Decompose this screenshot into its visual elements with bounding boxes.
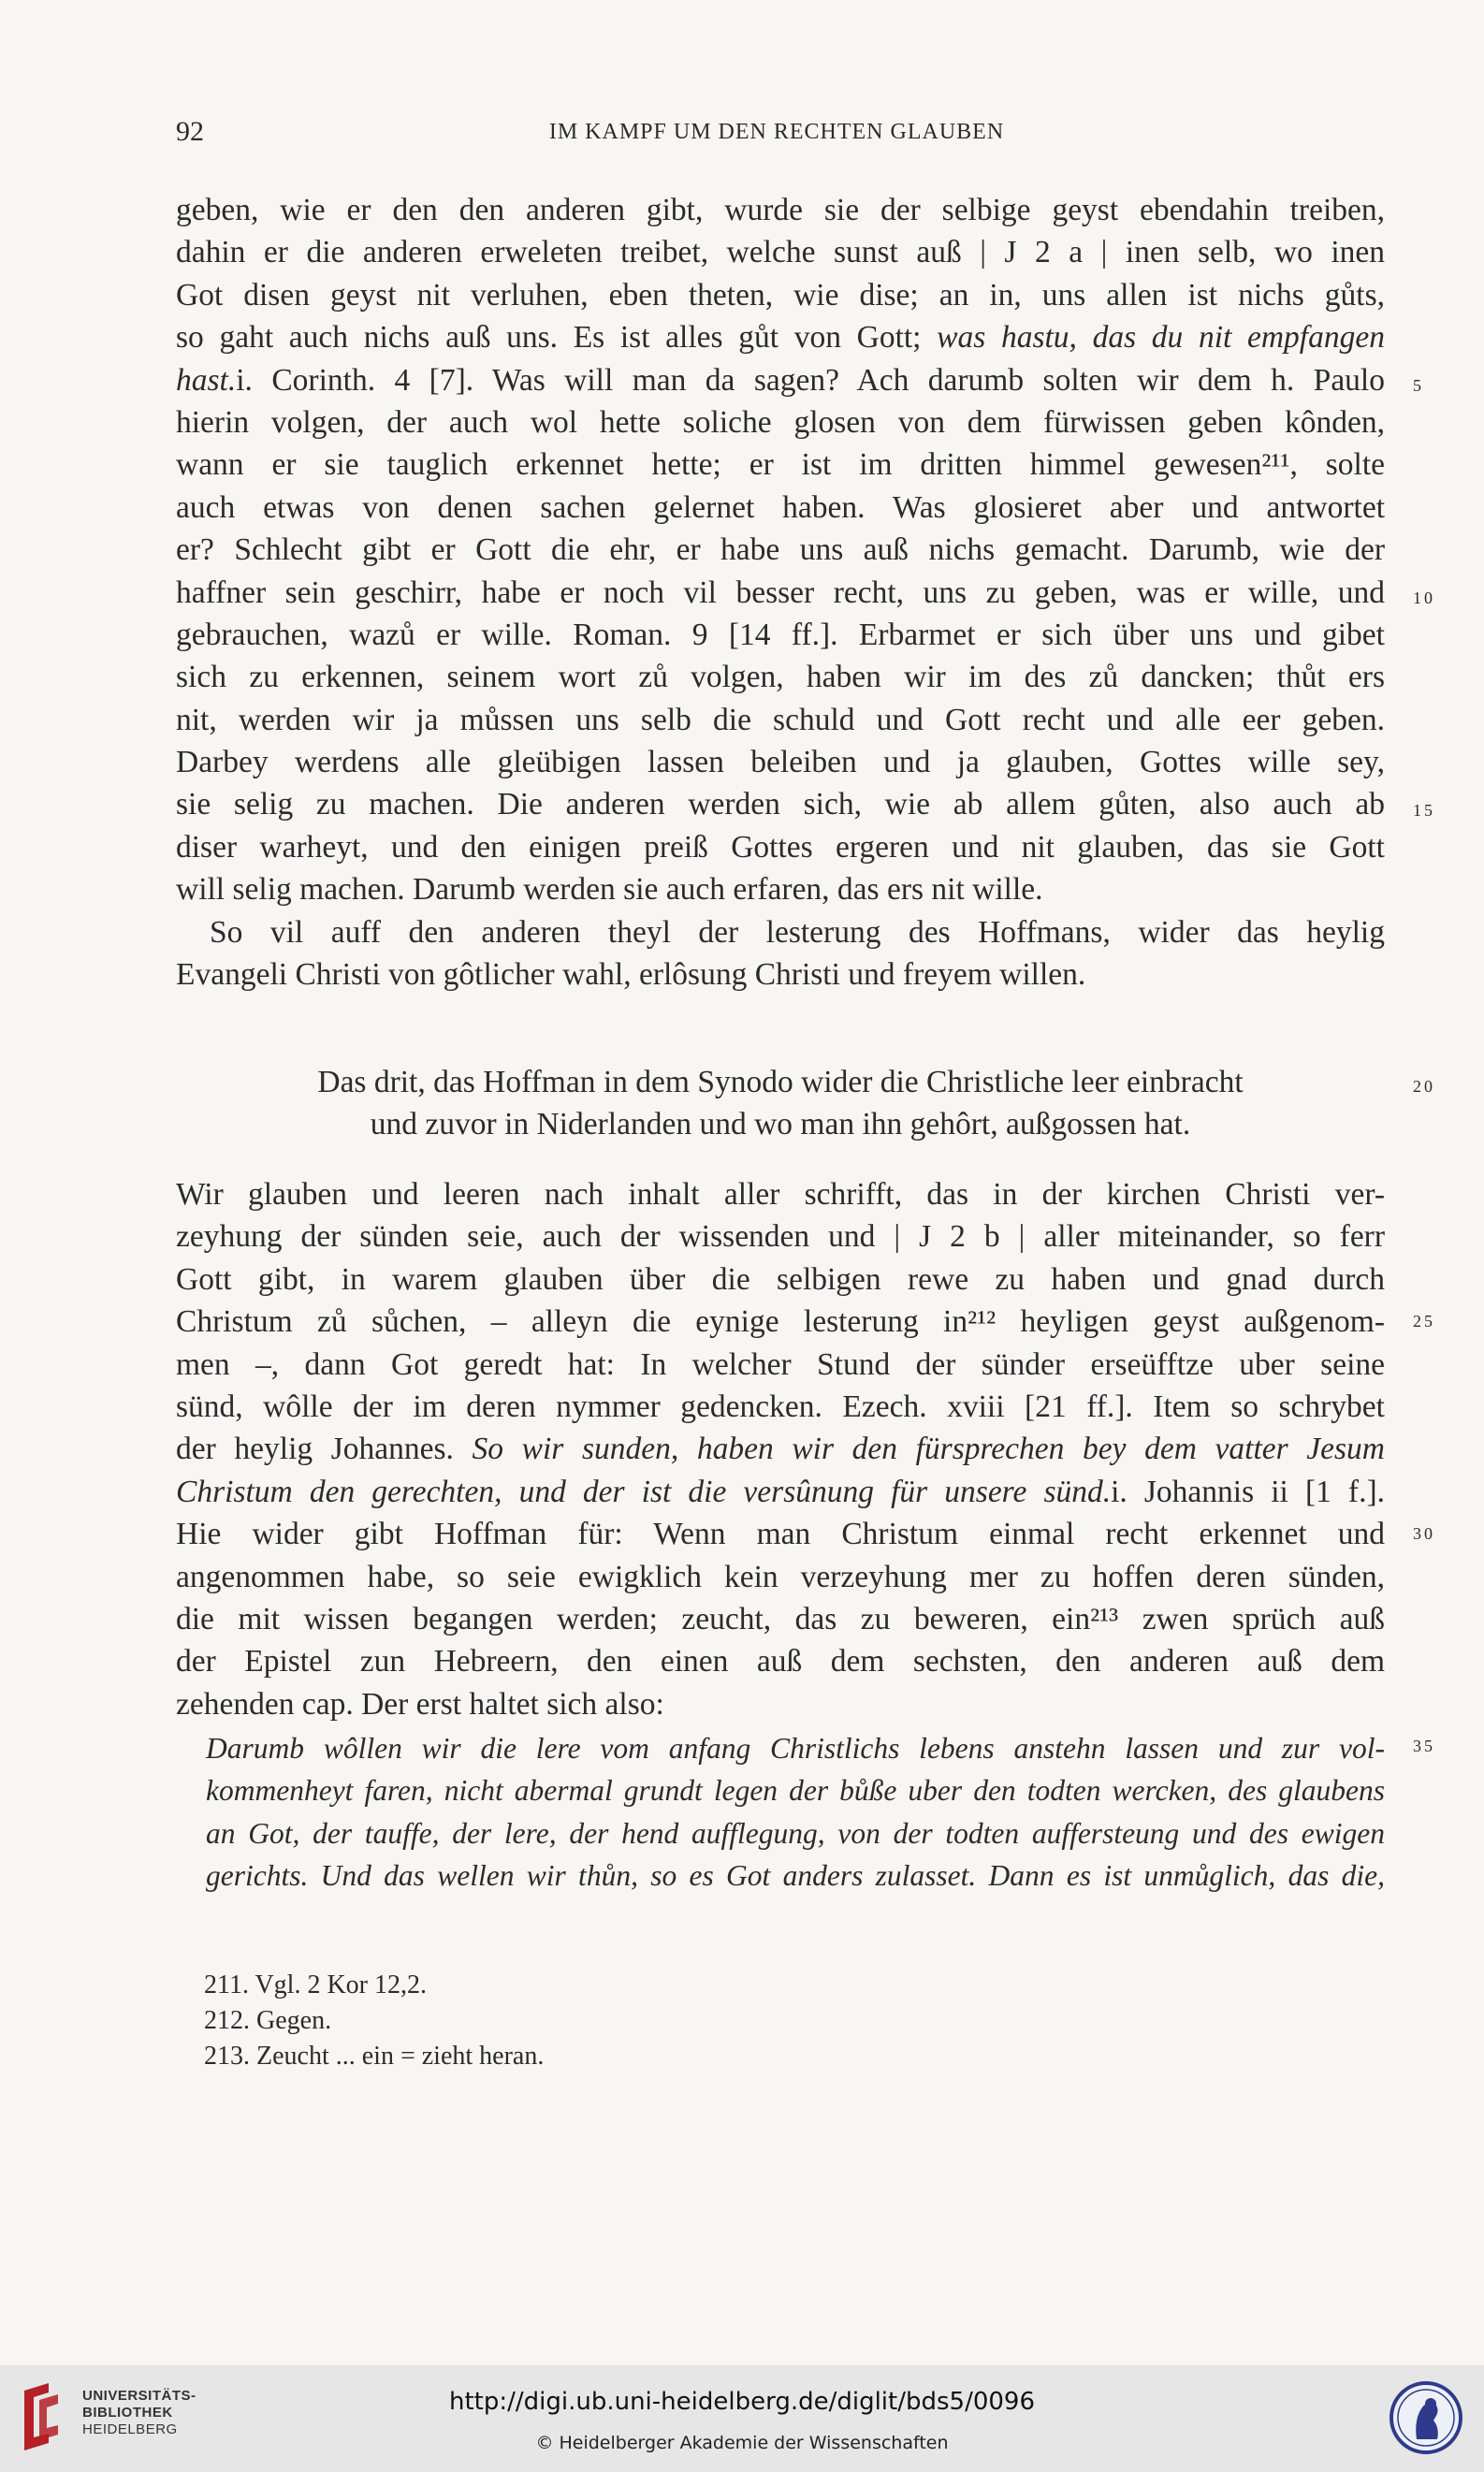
copyright-notice: © Heidelberger Akademie der Wissenschaften xyxy=(535,2433,949,2453)
heading-line: Das drit, das Hoffman in dem Synodo wider die Christliche leer einbracht xyxy=(317,1065,1244,1099)
section-heading xyxy=(176,1061,1385,1146)
footer-bar xyxy=(0,2365,1484,2472)
quote-line: Darumb wôllen wir die lere vom anfang Christlichs lebens anstehn lassen und zur vol- xyxy=(206,1732,1385,1765)
scripture-quote: hast. xyxy=(176,362,237,398)
running-title: IM KAMPF UM DEN RECHTEN GLAUBEN xyxy=(548,120,1005,144)
text-line: sünd, wôlle der im deren nymmer gedencken. Ezech. xviii [21 ff.]. Item so schrybet xyxy=(176,1389,1385,1424)
text-line: die mit wissen begangen werden; zeucht, das zu beweren, ein²¹³ zwen sprüch auß xyxy=(176,1601,1385,1636)
text-line: Christum den gerechten, und der ist die versûnung für unsere sünd.i. Johannis ii [1 f.]. xyxy=(176,1474,1385,1509)
paragraph-3 xyxy=(176,1173,1385,1725)
quote-line: kommenheyt faren, nicht abermal grundt legen der bůße uber den todten wercken, des glaubens xyxy=(206,1774,1385,1808)
text-line: haffner sein geschirr, habe er noch vil besser recht, uns zu geben, was er wille, und xyxy=(176,574,1385,610)
line-number: 25 xyxy=(1413,1312,1435,1331)
scripture-quote: was hastu, das du nit empfangen xyxy=(937,320,1385,356)
text-line: Christum zů sůchen, – alleyn die eynige lesterung in²¹² heyligen geyst außgenom- xyxy=(176,1304,1385,1340)
footnote: 213. Zeucht ... ein = zieht heran. xyxy=(204,2042,545,2071)
heading-line: und zuvor in Niderlanden und wo man ihn gehôrt, außgossen hat. xyxy=(370,1107,1191,1142)
text-line: auch etwas von denen sachen gelernet haben. Was glosieret aber und antwortet xyxy=(176,489,1385,525)
text-line: sie selig zu machen. Die anderen werden sich, wie ab allem gůten, also auch ab xyxy=(176,787,1385,822)
text-line: so gaht auch nichs auß uns. Es ist alles gůt von Gott; was hastu, das du nit empfangen xyxy=(176,320,1385,356)
text-line: hast.i. Corinth. 4 [7]. Was will man da sagen? Ach darumb solten wir dem h. Paulo xyxy=(176,362,1385,398)
text-line: gebrauchen, wazů er wille. Roman. 9 [14 ff.]. Erbarmet er sich über uns und gibet xyxy=(176,617,1385,652)
footnotes xyxy=(204,1968,544,2074)
text-line: Wir glauben und leeren nach inhalt aller schrifft, das in der kirchen Christi ver- xyxy=(176,1177,1385,1212)
block-quote xyxy=(206,1727,1385,1898)
page-number: 92 xyxy=(176,116,204,147)
text-line: er? Schlecht gibt er Gott die ehr, er habe uns auß nichs gemacht. Darumb, wie der xyxy=(176,532,1385,568)
text-line: der Epistel zun Hebreern, den einen auß dem sechsten, den anderen auß dem xyxy=(176,1644,1385,1680)
text-line: zeyhung der sünden seie, auch der wissenden und | J 2 b | aller miteinander, so ferr xyxy=(176,1219,1385,1255)
library-name: UNIVERSITÄTS- BIBLIOTHEK HEIDELBERG xyxy=(82,2388,196,2437)
paragraph-1 xyxy=(176,189,1385,996)
line-number: 15 xyxy=(1413,801,1435,820)
permalink-url[interactable]: http://digi.ub.uni-heidelberg.de/diglit/bds5/0096 xyxy=(448,2388,1036,2416)
text-line: wann er sie tauglich erkennet hette; er ist im dritten himmel gewesen²¹¹, solte xyxy=(176,447,1385,483)
line-number: 20 xyxy=(1413,1077,1435,1096)
text-line: sich zu erkennen, seinem wort zů volgen, haben wir im des zů dancken; thůt ers xyxy=(176,660,1385,695)
text-line: zehenden cap. Der erst haltet sich also: xyxy=(176,1686,664,1722)
text-line: men –, dann Got geredt hat: In welcher Stund der sünder erseüfftze uber seine xyxy=(176,1346,1385,1382)
text-line: Darbey werdens alle gleübigen lassen beleiben und ja glauben, Gottes wille sey, xyxy=(176,745,1385,780)
text-line: der heylig Johannes. So wir sunden, haben wir den fürsprechen bey dem vatter Jesum xyxy=(176,1432,1385,1467)
line-number: 10 xyxy=(1413,589,1435,607)
line-number: 30 xyxy=(1413,1524,1435,1543)
footnote: 211. Vgl. 2 Kor 12,2. xyxy=(204,1970,427,1999)
text-line: diser warheyt, und den einigen preiß Gottes ergeren und nit glauben, das sie Gott xyxy=(176,829,1385,865)
text-line: geben, wie er den den anderen gibt, wurde sie der selbige geyst ebendahin treiben, xyxy=(176,193,1385,227)
text-line: angenommen habe, so seie ewigklich kein verzeyhung mer zu hoffen deren sünden, xyxy=(176,1559,1385,1594)
quote-line: gerichts. Und das wellen wir thůn, so es Got anders zulasset. Dann es ist unmůglich, das die, xyxy=(206,1859,1385,1893)
text-line: Gott gibt, in warem glauben über die selbigen rewe zu haben und gnad durch xyxy=(176,1261,1385,1297)
line-number: 35 xyxy=(1413,1737,1435,1755)
scripture-quote: So wir sunden, haben wir den fürsprechen bey dem vatter Jesum xyxy=(472,1432,1385,1467)
text-line: hierin volgen, der auch wol hette soliche glosen von dem fürwissen geben kônden, xyxy=(176,404,1385,440)
scripture-quote: Christum den gerechten, und der ist die versûnung für unsere sünd. xyxy=(176,1474,1112,1509)
text-line: nit, werden wir ja můssen uns selb die schuld und Gott recht und alle eer geben. xyxy=(176,702,1385,737)
text-line: Got disen geyst nit verluhen, eben theten, wie dise; an in, uns allen ist nichs gůts, xyxy=(176,277,1385,313)
line-number: 5 xyxy=(1413,376,1424,395)
text-line: will selig machen. Darumb werden sie auch erfaren, das ers nit wille. xyxy=(176,872,1043,908)
footnote: 212. Gegen. xyxy=(204,2006,332,2035)
text-line: Hie wider gibt Hoffman für: Wenn man Christum einmal recht erkennet und xyxy=(176,1517,1385,1552)
text-line: Evangeli Christi von gôtlicher wahl, erlôsung Christi und freyem willen. xyxy=(176,957,1086,993)
academy-seal-icon xyxy=(1389,2377,1463,2458)
text-line: dahin er die anderen erweleten treibet, welche sunst auß | J 2 a | inen selb, wo inen xyxy=(176,235,1385,270)
quote-line: an Got, der tauffe, der lere, der hend aufflegung, von der todten auffersteung und des ewigen xyxy=(206,1816,1385,1850)
text-line: So vil auff den anderen theyl der lesterung des Hoffmans, wider das heylig xyxy=(210,914,1385,950)
